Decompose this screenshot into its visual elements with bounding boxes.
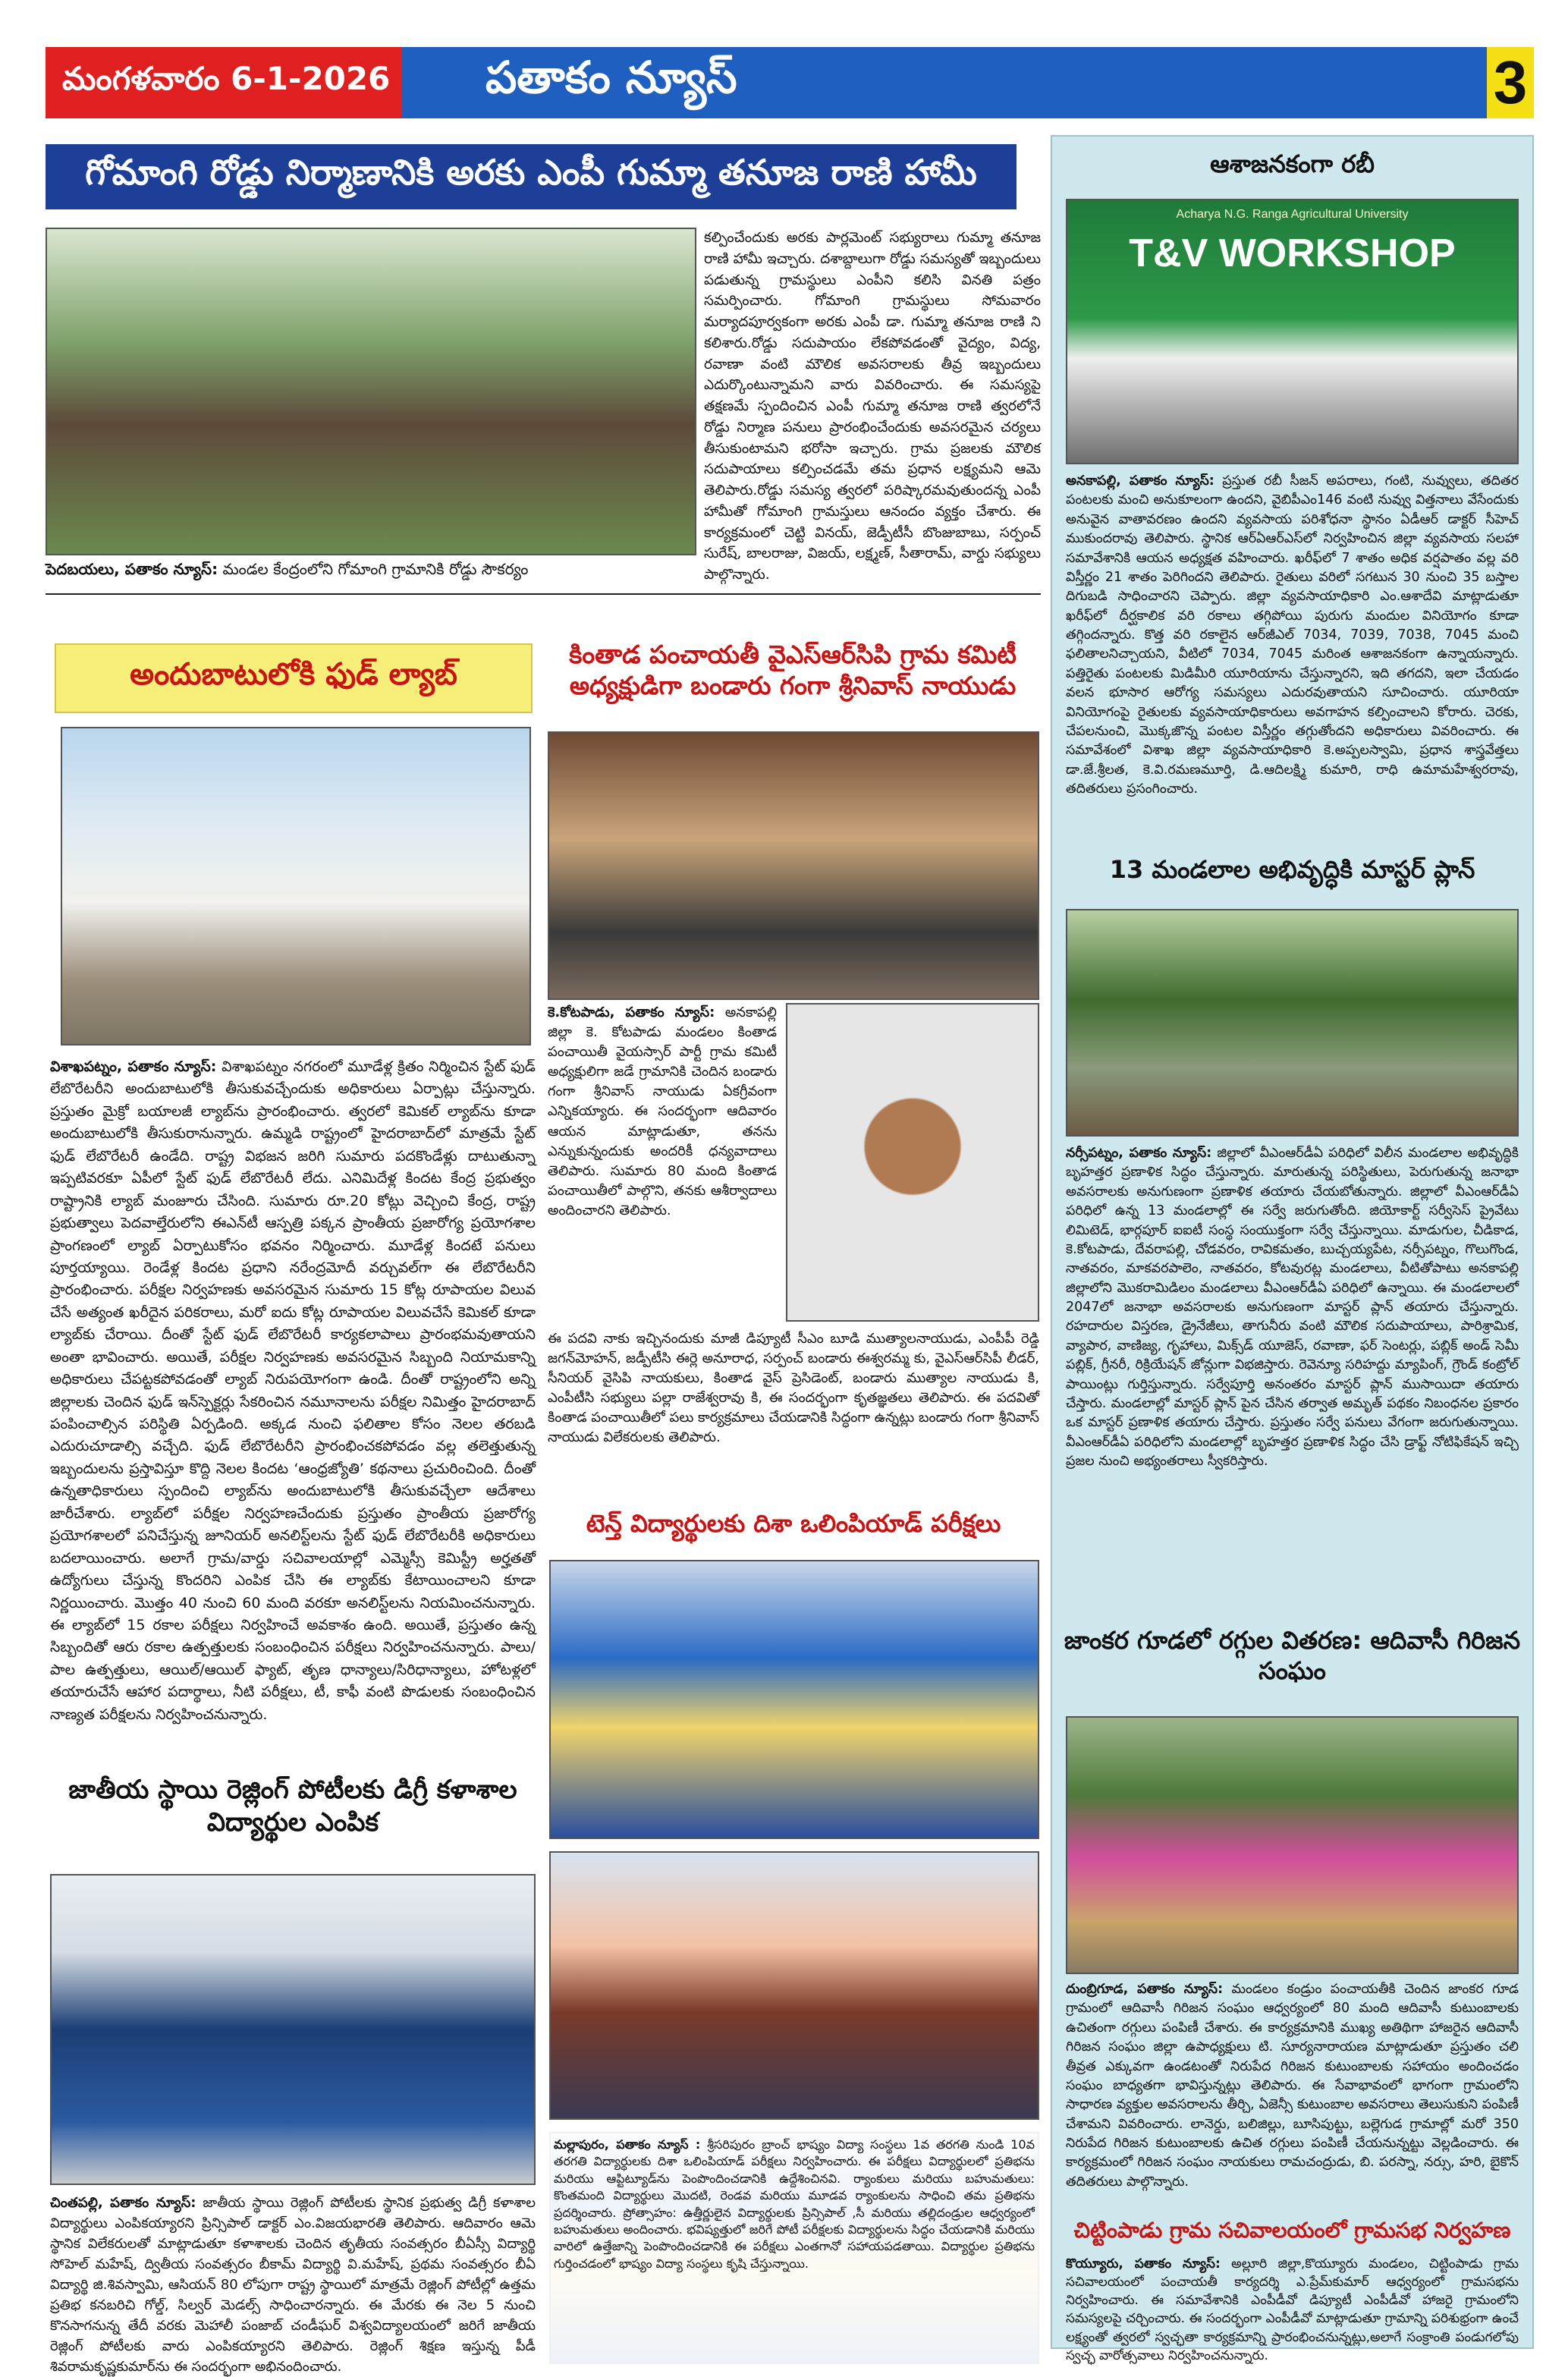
athletes-photo-icon: [50, 1874, 536, 2185]
lead-caption-text: మండల కేంద్రంలోని గోమాంగి గ్రామానికి రోడ్డు సౌకర్యం: [222, 560, 529, 578]
leader-portrait-icon: [786, 1003, 1039, 1322]
olympiad-title: టెన్త్ విద్యార్థులకు దిశా ఒలింపియాడ్ పరీక్షలు: [586, 1509, 1001, 1538]
felicitation-photo-icon: [548, 731, 1039, 1000]
page-number: 3: [1487, 47, 1534, 118]
header-date: మంగళవారం 6-1-2026: [46, 47, 402, 118]
olympiad-text: శ్రీసరిపురం బ్రాంచ్ భాష్యం విద్యా సంస్థలు 1వ తరగతి నుండి 10వ తరగతి విద్యార్థులకు దిశా ఒలింపియాడ్ పరీక్షలు నిర్వహించారు. ఈ పరీక్షలు విద్యార్థులలో ప్రతిభను మరియు ఆప్టిట్యూడ్‌ను పెంపొందించడానికి ఉద్దేశించినవి. ర్యాంకులు మరియు బహుమతులు: కొంతమంది విద్యార్థులు మొదటి, రెండవ మరియు మూడవ ర్యాంకులను సాధించి తమ ప్రతిభను ప్రదర్శించారు. ప్రోత్సాహం: ఉత్తీర్ణులైన విద్యార్థులకు ప్రిన్సిపాల్ ,సీ మరియు తల్లిదండ్రుల ఆధ్వర్యంలో బహుమతులు అందించారు. భవిష్యత్తులో జరిగే పోటీ పరీక్షలకు విద్యార్థులను సిద్ధం చేయడానికి మరియు వారిలో ఉత్తేజాన్ని పెంపొందించడానికి ఈ పరీక్షలు ఎంతగానో సహాయపడతాయి. విద్యార్థుల ప్రతిభను గుర్తించడంలో భాష్యం విద్యా సంస్థలు కృషి చేస్తున్నాయి.: [554, 2137, 1035, 2271]
field-survey-photo-icon: [1066, 909, 1519, 1137]
food-lab-title: అందుబాటులోకి ఫుడ్ ల్యాబ్: [55, 643, 533, 713]
blankets-body: [1066, 1980, 1519, 2212]
rabi-text: ప్రస్తుత రబీ సీజన్ అపరాలు, గంటి, నువ్వులు, తదితర పంటలకు మంచి అనుకూలంగా ఉందని, వైబిపీఎం146 వంటి నువ్వు విత్తనాలు వేసేందుకు అనువైన వాతావరణం ఉందని వ్యవసాయ పరిశోధనా స్థానం ఏడీఆర్ డాక్టర్ సీహెచ్ ముకుందరావు తెలిపారు. స్థానిక ఆర్ఏఆర్ఎస్‌లో నిర్వహించిన జిల్లా వ్యవసాయ సలహా సమావేశానికి ఆయన అధ్యక్షత వహించారు. ఖరీఫ్‌లో 7 శాతం అధిక వర్షపాతం వల్ల వరి విస్తీర్ణం 21 శాతం పెరిగిందని తెలిపారు. రైతులు వరిలో సగటున 30 నుంచి 35 బస్తాల దిగుబడి సాధించారని చెప్పారు. జిల్లా వ్యవసాయాధికారి ఎం.ఆశాదేవి మాట్లాడుతూ ఖరీఫ్‌లో దీర్ఘకాలిక వరి రకాలు తగ్గిపోయి పురుగు మందుల వినియోగం కూడా తగ్గిందన్నారు. కొత్త వరి రకాలైన ఆర్‌జీఎల్ 7034, 7039, 7038, 7045 మంచి ఫలితాలనిచ్చాయని, వీటిలో 7034, 7045 మరింత ఆశాజనకంగా ఉన్నాయన్నారు. పత్తిరైతు పంటలకు మిడిమీరి యూరియాను చేస్తున్నారని, ఇది తగదని, ఇలా చేయడం వలన భూసార ఆరోగ్య సమస్యలు ఎదురవుతాయని సూచించారు. యూరియా వినియోగంపై రైతులకు వ్యవసాయాధికారులు అవగాహన కల్పించాలని కోరారు. చెరకు, చేపలనుంచి, మొక్కజొన్న పంటల విస్తీర్ణం తగ్గుతోందని అధికారులు వివరించారు. ఈ సమావేశంలో విశాఖ జిల్లా వ్యవసాయాధికారి కె.అప్పలస్వామి, ప్రధాన శాస్త్రవేత్తలు డా.జే.శ్రీలత, కె.వి.రమణమూర్తి, డి.ఆదిలక్ష్మి కుమారి, రాధి ఉమామహేశ్వరరావు, తదితరులు ప్రసంగించారు.: [1066, 473, 1519, 797]
rabi-body: [1066, 472, 1519, 847]
olympiad-dateline: మల్లాపురం, పతాకం న్యూస్ :: [554, 2137, 701, 2152]
workshop-banner-text: T&V WORKSHOP: [1129, 231, 1456, 275]
teachers-award-photo-icon: [549, 1851, 1039, 2120]
gram-sabha-body: [1066, 2255, 1519, 2363]
lead-headline: గోమాంగి రోడ్డు నిర్మాణానికి అరకు ఎంపీ గుమ్మా తనూజ రాణి హామీ: [46, 144, 1017, 209]
blankets-text: మండలం కండ్రుం పంచాయతీకి చెందిన జాంకర గూడ గ్రామంలో ఆదివాసీ గిరిజన సంఘం ఆధ్వర్యంలో 80 మంది ఆదివాసీ కుటుంబాలకు ఉచితంగా రగ్గులు పంపిణీ చేశారు. ఈ కార్యక్రమానికి ముఖ్య అతిథిగా హాజరైన ఆదివాసీ గిరిజన సంఘం జిల్లా ఉపాధ్యక్షులు టి. సూర్యనారాయణ మాట్లాడుతూ ప్రస్తుతం చలి తీవ్రత ఎక్కువగా ఉండటంతో నిరుపేద గిరిజన కుటుంబాలకు సహాయం అందించడం సంఘం బాధ్యతగా భావిస్తున్నట్లు తెలిపారు. ఈ సేవాభావంలో భాగంగా గ్రామంలోని సాధారణ వ్యక్తుల అవసరాలను తీర్చి, ఏజెన్సీ కుటుంబాల అవసరాలు తెలుసుకుని పంపిణీ చేశామని వివరించారు. లానెర్డు, బలిజిల్లు, బూసిపుట్టు, బల్లెగుడ గ్రామాల్లో మరో 350 నిరుపేద గిరిజన కుటుంబాలకు ఉచిత రగ్గులు పంపిణీ చేయనున్నట్టు వెల్లడించారు. ఈ కార్యక్రమంలో గిరిజన సంఘం నాయకులు రామచంద్రుడు, బి. పరస్నా, నర్సు, హరి, బైకొన్ తదితరులు పాల్గొన్నారు.: [1066, 1982, 1519, 2190]
ysrcp-side-text: అనకాపల్లి జిల్లా కె. కోటపాడు మండలం కింతాడ పంచాయితీ వైయస్సార్ పార్టీ గ్రామ కమిటీ అధ్యక్షులిగా జడే గ్రామానికి చెందిన బండారు గంగా శ్రీనివాస్ నాయుడు ఏకగ్రీవంగా ఎన్నికయ్యారు. ఈ సందర్భంగా ఆదివారం ఆయన మాట్లాడుతూ, తనను ఎన్నుకున్నందుకు అందరికీ ధన్యవాదాలు తెలిపారు. సుమారు 80 మంది కింతాడ పంచాయితీలో పాల్గొని, తనకు ఆశీర్వాదాలు అందించారని తెలిపారు.: [548, 1005, 777, 1218]
food-lab-text: విశాఖపట్నం నగరంలో మూడేళ్ల క్రితం నిర్మించిన స్టేట్ ఫుడ్ లేబొరేటరీని అందుబాటులోకి తీసుకువచ్చేందుకు అధికారులు ఏర్పాట్లు చేస్తున్నారు. ప్రస్తుతం మైక్రో బయాలజీ ల్యాబ్‌ను ప్రారంభించారు. త్వరలో కెమికల్ ల్యాబ్‌ను కూడా అందుబాటులోకి తీసుకురానున్నారు. ఉమ్మడి రాష్ట్రంలో హైదరాబాద్‌లో మాత్రమే స్టేట్ ఫుడ్ లేబొరేటరీ ఉండేది. రాష్ట్ర విభజన జరిగి సుమారు పదకొండేళ్లు దాటుతున్నా ఇప్పటివరకూ ఏపీలో స్టేట్ ఫుడ్ లేబొరేటరీ లేదు. ఎనిమిదేళ్ల కిందట కేంద్ర ప్రభుత్వం రాష్ట్రానికి ల్యాబ్ మంజూరు చేసింది. సుమారు రూ.20 కోట్లు వెచ్చించి కేంద్ర, రాష్ట్ర ప్రభుత్వాలు పెదవాల్తేరులోని ఈఎన్‌టీ ఆస్పత్రి పక్కన ప్రాంతీయ ప్రజారోగ్య ప్రయోగశాల ప్రాంగణంలో ల్యాబ్ ఏర్పాటుకోసం భవనం నిర్మించారు. మూడేళ్ల కిందటే పనులు పూర్తయ్యాయి. రెండేళ్ల కిందట ప్రధాని నరేంద్రమోదీ వర్చువల్‌గా ఈ లేబొరేటరీని ప్రారంభించారు. పరీక్షల నిర్వహణకు అవసరమైన సుమారు 15 కోట్ల రూపాయల విలువ చేసే అత్యంత ఖరీదైన పరికరాలు, మరో ఐదు కోట్ల రూపాయల విలువచేసే కెమికల్ కూడా ల్యాబ్‌కు చేరాయి. దీంతో స్టేట్ ఫుడ్ లేబొరేటరీ కార్యకలాపాలు ప్రారంభమవుతాయని అంతా భావించారు. అయితే, పరీక్షల నిర్వహణకు అవసరమైన సిబ్బంది నియామకాన్ని అధికారులు చేపట్టకపోవడంతో ల్యాబ్ నిరుపయోగంగా ఉండి. దీంతో రాష్ట్రంలోని అన్ని జిల్లాలకు చెందిన ఫుడ్ ఇన్‌స్పెక్టర్లు సేకరించిన నమూనాలను పరీక్షల నిమిత్తం హైదరాబాద్ పంపించాల్సిన పరిస్థితి ఏర్పడింది. అక్కడ నుంచి ఫలితాల కోసం నెలల తరబడి ఎదురుచూడాల్సి వచ్చేది. ఫుడ్ లేబొరేటరీని ప్రారంభించకపోవడం వల్ల తలెత్తుతున్న ఇబ్బందులను ప్రస్తావిస్తూ కొద్ది నెలల కిందట ‘ఆంధ్రజ్యోతి’ కథనాలు ప్రచురించింది. దీంతో ఉన్నతాధికారులు స్పందించి ల్యాబ్‌ను అందుబాటులోకి తీసుకువచ్చేలా ఆదేశాలు జారీచేశారు. ల్యాబ్‌లో పరీక్షల నిర్వహణచేందుకు ప్రస్తుతం ప్రాంతీయ ప్రజారోగ్య ప్రయోగశాలలో పనిచేస్తున్న జూనియర్ అనలిస్ట్‌లను స్టేట్ ఫుడ్ లేబొరేటరీకి అధికారులు బదలాయించారు. అలాగే గ్రామ/వార్డు సచివాలయాల్లో ఎమ్మెస్సీ కెమిస్ట్రీ అర్హతతో ఉద్యోగులు చేస్తున్న కొందరిని ఎంపిక చేసి ఈ ల్యాబ్‌కు కేటాయించాలని కూడా నిర్ణయించారు. మొత్తం 40 నుంచి 60 మంది వరకూ అనలిస్ట్‌లను నియమించనున్నారు. ఈ ల్యాబ్‌లో 15 రకాల పరీక్షలు నిర్వహించే అవకాశం ఉంది. అయితే, ప్రస్తుతం ఉన్న సిబ్బందితో ఆరు రకాల ఉత్పత్తులకు సంబంధించిన పరీక్షలు నిర్వహించనున్నారు. పాలు/పాల ఉత్పత్తులు, ఆయిల్/ఆయిల్ ఫ్యాట్, తృణ ధాన్యాలు/సిరిధాన్యాలు, హోటళ్లలో తయారుచేసే ఆహార పదార్థాలు, నీటి పరీక్షలు, టీ, కాఫీ వంటి పొడులకు సంబంధించిన నాణ్యత పరీక్షలను నిర్వహించనున్నారు.: [50, 1058, 536, 1723]
wrestling-dateline: చింతపల్లి, పతాకం న్యూస్:: [50, 2195, 196, 2211]
gram-sabha-text: అల్లూరి జిల్లా,కొయ్యూరు మండలం, చిట్టింపాడు గ్రామ సచివాలయంలో పంచాయతీ కార్యదర్శి ఎ.ప్రేమ్‌కుమార్ ఆధ్వర్యంలో గ్రామసభను నిర్వహించారు. ఈ సమావేశానికి ఎంపీడీవో డిప్యూటీ ఎంపీడీవో హాజరై గ్రామంలోని సమస్యలపై చర్చించారు. ఈ సందర్భంగా ఎంపీడీవో మాట్లాడుతూ గ్రామాన్ని పరిశుభ్రంగా ఉంచే లక్ష్యంతో త్వరలో స్వచ్ఛతా కార్యక్రమాన్ని ప్రారంభించనున్నట్లు,అలాగే సంక్రాంతి పండుగలోపు స్వచ్ఛ వారోత్సవాలు నిర్వహించనున్నారు.: [1066, 2256, 1519, 2363]
blankets-dateline: దుంబ్రిగూడ, పతాకం న్యూస్:: [1066, 1982, 1224, 1997]
lead-caption: [46, 558, 713, 583]
divider: [46, 593, 1041, 595]
rabi-dateline: అనకాపల్లి, పతాకం న్యూస్:: [1066, 473, 1214, 489]
food-lab-body: [50, 1056, 536, 1781]
master-plan-title: 13 మండలాల అభివృద్ధికి మాస్టర్ ప్లాన్: [1109, 855, 1475, 884]
master-plan-body: [1066, 1144, 1519, 1622]
food-lab-dateline: విశాఖపట్నం, పతాకం న్యూస్:: [50, 1058, 217, 1075]
wrestling-title: జాతీయ స్థాయి రెజ్లింగ్ పోటీలకు డిగ్రీ కళాశాల విద్యార్థుల ఎంపిక: [68, 1775, 517, 1838]
wrestling-text: జాతీయ స్థాయి రెజ్లింగ్ పోటీలకు స్థానిక ప్రభుత్వ డిగ్రీ కళాశాల విద్యార్థులు ఎంపికయ్యారని ప్రిన్సిపాల్ డాక్టర్ ఎం.విజయభారతి తెలిపారు. ఆదివారం ఆమె స్థానిక విలేకరులతో మాట్లాడుతూ కళాశాలకు చెందిన తృతీయ సంవత్సరం బీఏస్సీ విద్యార్థి సోహెల్ మహేష్, ద్వితీయ సంవత్సరం బీకామ్ విద్యార్థి వి.మహేష్, ప్రథమ సంవత్సరం బీఏ విద్యార్థి జి.శివస్వామి, ఆసియన్ 80 లోపుగా రాష్ట్ర స్థాయిలో మాత్రమే రెజ్లింగ్ పోటీల్లో ఉత్తమ ప్రతిభ కనబరిచి గోల్డ్, సిల్వర్ మెడల్స్ సాధించారన్నారు. ఈ మేరకు ఈ నెల 5 నుంచి కొనసాగనున్న తేదీ వరకు మెహాలీ పంజాబ్ చండీఘర్ విశ్వవిద్యాలయంలో జరిగే జాతీయ రెజ్లింగ్ పోటీలకు వారు ఎంపికయ్యారని తెలిపారు. రెజ్లింగ్ శిక్షణ ఇస్తున్న పీడీ శివరామకృష్ణకుమార్‌ను ఈ సందర్భంగా అభినందించారు.: [50, 2195, 536, 2375]
group-photo-icon: [46, 228, 696, 555]
students-awards-photo-icon: [549, 1560, 1039, 1839]
ysrcp-body: ఈ పదవి నాకు ఇచ్చినందుకు మాజీ డిప్యూటీ సీఎం బూడి ముత్యాలనాయుడు, ఎంపీపీ రెడ్డి జగన్‌మోహన్, జడ్పీటీసి ఈర్లె అనూరాధ, సర్పంచ్ బండారు ఈశ్వరమ్మ కు, వైఎస్ఆర్‌సిపీ లీడర్, సీనియర్ వైసిపి నాయకులు, కింతాడ వైస్ ప్రెసిడెంట్, బండారు ముత్యాల నాయుడు కి, ఎంపీటీసి సభ్యులు పల్లా రాజేశ్వరావు కి, ఈ సందర్భంగా కృతజ్ఞతలు తెలిపారు. ఈ పదవితో కింతాడ పంచాయితీలో పలు కార్యక్రమాలు చేయడానికి సిద్ధంగా ఉన్నట్లు బండారు గంగా శ్రీనివాస్ నాయుడు విలేకరులకు తెలిపారు.: [548, 1331, 1039, 1446]
gram-sabha-title: చిట్టింపాడు గ్రామ సచివాలయంలో గ్రామసభ నిర్వహణ: [1073, 2218, 1511, 2243]
rabi-title: ఆశాజనకంగా రబీ: [1210, 149, 1375, 178]
workshop-banner-sub: Acharya N.G. Ranga Agricultural University: [1176, 208, 1409, 221]
blankets-title: జాంకర గూడలో రగ్గుల వితరణ: ఆదివాసీ గిరిజన సంఘం: [1064, 1626, 1521, 1685]
wrestling-body: [50, 2193, 536, 2375]
workshop-stage-photo-icon: [1066, 199, 1519, 464]
paper-name: పతాకం న్యూస్: [402, 47, 1487, 118]
master-plan-text: జిల్లాలో వీఎంఆర్‌డీఏ పరిధిలో విలీన మండలాల అభివృద్ధికి బృహత్తర ప్రణాళిక సిద్ధం చేస్తున్నారు. మారుతున్న పరిస్థితులు, పెరుగుతున్న జనాభా అవసరాలకు అనుగుణంగా ప్రణాళిక తయారు చేయబోతున్నారు. జిల్లాలో వీఎంఆర్‌డీఏ పరిధిలో ఉన్న 13 మండలాల్లో ఈ సర్వే జరుగుతోంది. జియోకార్ట్ సర్వీసెస్ ప్రైవేటు లిమిటెడ్, భార్గపూర్ ఐఐటీ సంస్థ సంయుక్తంగా సర్వే చేస్తున్నాయి. మాడుగుల, చీడికాడ, కె.కోటపాడు, దేవరాపల్లి, చోడవరం, రావికమతం, బుచ్చయ్యపేట, నర్సీపట్నం, గొలుగొండ, నాతవరం, మాకవరపాలెం, నాతవరం, కోటవురట్ల మండలాలు, వీటితోపాటు అనకాపల్లి జిల్లాలోని మొకరామిడిలం మండలాలు వీఎంఆర్‌డీఏ పరిధిలో ఉన్నాయి. ఈ మండలాలలో 2047లో జనాభా అవసరాలకు అనుగుణంగా మాస్టర్ ప్లాన్ తయారు చేస్తున్నారు. రహదారుల విస్తరణ, డ్రైనేజీలు, తాగునీరు వంటి మౌలిక సదుపాయాలు, పారిశ్రామిక, వ్యాపార, వాణిజ్య, గృహాలు, మిక్స్‌డ్ యూజెస్, రవాణా, ఫర్ సెంటర్లు, పబ్లిక్ అండ్ సెమీ పబ్లిక్, గ్రీనరీ, రిక్రియేషన్ జోన్లుగా విభజిస్తారు. రెవెన్యూ సరిహద్దు మ్యాపింగ్, గ్రౌండ్ కంట్రోల్ పాయింట్లు గుర్తిస్తున్నారు. సర్వేపూర్తి అనంతరం మాస్టర్ ప్లాన్ ముసాయిదా తయారు చేస్తారు. మండలాల్లో మాస్టర్ ప్లాన్ పైన చేసిన తర్వాత అమృత్ పథకం నిబంధనల ప్రకారం ఒక మాస్టర్ ప్రణాళిక తయారు చేస్తారు. ప్రస్తుతం సర్వే పనులు వేగంగా జరుగుతున్నాయి. వీఎంఆర్‌డీఏ పరిధిలోని మండలాల్లో బృహత్తర ప్రణాళిక సిద్ధం చేసి డ్రాఫ్ట్ నోటిఫికేషన్ ఇచ్చి ప్రజల నుంచి అభ్యంతరాలు స్వీకరిస్తారు.: [1066, 1146, 1519, 1469]
ysrcp-dateline: కె.కోటపాడు, పతాకం న్యూస్:: [548, 1005, 715, 1020]
ysrcp-side-body: [548, 1003, 777, 1328]
ysrcp-title: కింతాడ పంచాయతీ వైఎస్ఆర్‌సిపి గ్రామ కమిటీ అధ్యక్షుడిగా బండారు గంగా శ్రీనివాస్ నాయుడు: [569, 640, 1017, 701]
lead-caption-dateline: పెదబయలు, పతాకం న్యూస్:: [46, 560, 218, 578]
gram-sabha-dateline: కొయ్యూరు, పతాకం న్యూస్:: [1066, 2256, 1221, 2272]
master-plan-dateline: నర్సీపట్నం, పతాకం న్యూస్:: [1066, 1146, 1212, 1161]
lab-building-icon: [61, 727, 531, 1045]
olympiad-body: [549, 2132, 1039, 2364]
blanket-distribution-photo-icon: [1066, 1716, 1519, 1974]
lead-body: కల్పించేందుకు అరకు పార్లమెంట్ సభ్యురాలు గుమ్మా తనూజ రాణి హామీ ఇచ్చారు. దశాబ్దాలుగా రోడ్డు సమస్యతో ఇబ్బందులు పడుతున్న గ్రామస్థులు ఎంపీని కలిసి వినతి పత్రం సమర్పించారు. గోమాంగి గ్రామస్థులు సోమవారం మర్యాదపూర్వకంగా అరకు ఎంపీ డా. గుమ్మా తనూజ రాణి ని కలిశారు.రోడ్డు సదుపాయం లేకపోవడంతో వైద్యం, విద్య, రవాణా వంటి మౌలిక అవసరాలకు తీవ్ర ఇబ్బందులు ఎదుర్కొంటున్నామని వారు వివరించారు. ఈ సమస్యపై తక్షణమే స్పందించిన ఎంపీ గుమ్మా తనూజ రాణి త్వరలోనే రోడ్డు నిర్మాణ పనులు ప్రారంభించేందుకు అవసరమైన చర్యలు తీసుకుంటామని భరోసా ఇచ్చారు. గ్రామ ప్రజలకు మౌలిక సదుపాయాలు కల్పించడమే తమ ప్రధాన లక్ష్యమని ఆమె తెలిపారు.రోడ్డు సమస్య త్వరలో పరిష్కారమవుతుందన్న ఎంపీ హామీతో గోమాంగి గ్రామస్తులు ఆనందం వ్యక్తం చేశారు. ఈ కార్యక్రమంలో చెట్టి వినయ్, జెడ్పీటీసీ బొంజుబాబు, సర్పంచ్ సురేష్, బాలరాజు, విజయ్, లక్ష్మణ్, సీతారామ్, వార్డు సభ్యులు పాల్గొన్నారు.: [704, 230, 1041, 583]
